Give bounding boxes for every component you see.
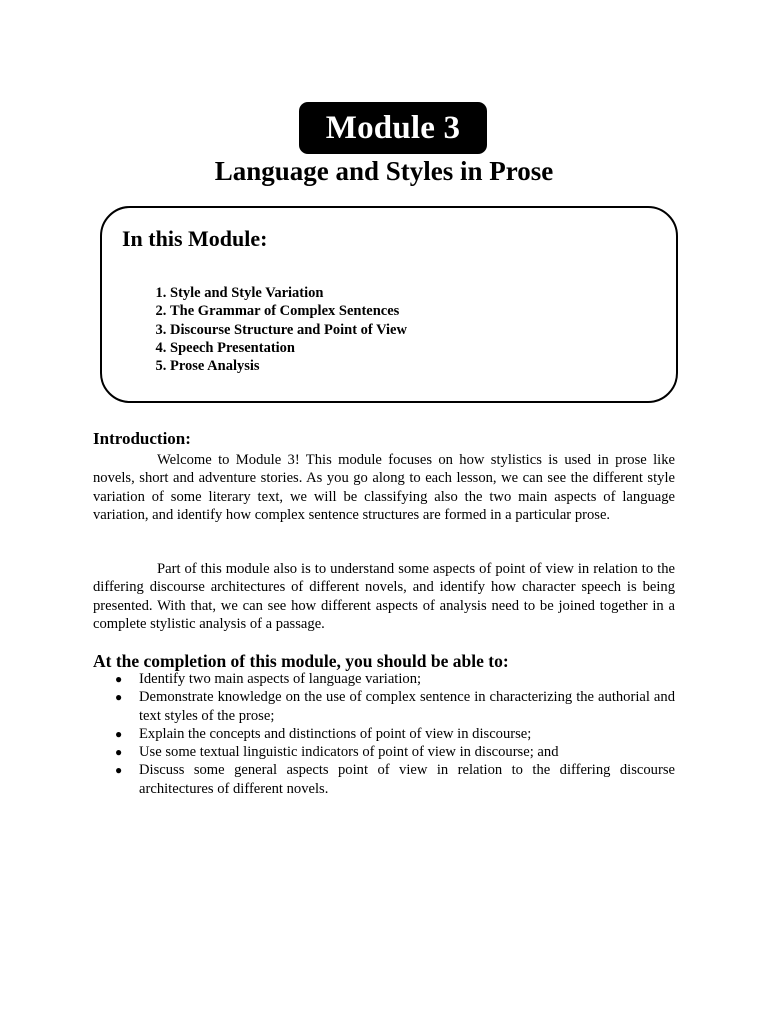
bullet-dot-icon: ● xyxy=(115,745,123,760)
module-contents-heading: In this Module: xyxy=(122,226,268,251)
objective-text: Identify two main aspects of language variation; xyxy=(139,671,422,687)
introduction-paragraph: Part of this module also is to understand some aspects of point of view in relation to the differing discourse architectures of different novels, and identify how character speech is being presented. With that, we can see how different aspects of analysis need to be joined together in a complete stylistic analysis of a passage. xyxy=(93,561,675,632)
list-item: 2. The Grammar of Complex Sentences xyxy=(170,302,407,320)
module-contents-list xyxy=(148,284,407,375)
page-title: Language and Styles in Prose xyxy=(214,156,554,186)
list-item xyxy=(93,725,675,743)
list-item: 4. Speech Presentation xyxy=(170,339,407,357)
bullet-dot-icon: ● xyxy=(115,690,123,705)
objectives-heading: At the completion of this module, you should be able to: xyxy=(93,651,509,671)
module-label: Module 3 xyxy=(325,109,461,146)
introduction-heading: Introduction: xyxy=(93,429,191,448)
module-badge xyxy=(299,102,487,154)
list-item: 3. Discourse Structure and Point of View xyxy=(170,321,407,339)
module-contents-box xyxy=(100,206,678,403)
bullet-dot-icon: ● xyxy=(115,763,123,778)
list-item xyxy=(93,743,675,761)
list-item: 1. Style and Style Variation xyxy=(170,284,407,302)
objective-text: Demonstrate knowledge on the use of complex sentence in characterizing the authorial and text styles of the prose; xyxy=(139,689,675,724)
list-item xyxy=(93,670,675,688)
introduction-paragraph: Welcome to Module 3! This module focuses on how stylistics is used in prose like novels, short and adventure stories. As you go along to each lesson, we can see the different style variation of some literary text, we will be classifying also the two main aspects of language variation, and identify how complex sentence structures are formed in a particular prose. xyxy=(93,452,675,523)
objectives-list xyxy=(93,670,675,798)
objective-text: Discuss some general aspects point of view in relation to the differing discourse architectures of different novels. xyxy=(139,762,675,797)
objective-text: Explain the concepts and distinctions of point of view in discourse; xyxy=(139,725,532,742)
bullet-dot-icon: ● xyxy=(115,726,123,741)
list-item xyxy=(93,761,675,798)
list-item: 5. Prose Analysis xyxy=(170,357,407,375)
bullet-dot-icon: ● xyxy=(115,672,123,686)
list-item xyxy=(93,688,675,725)
objective-text: Use some textual linguistic indicators of point of view in discourse; and xyxy=(139,744,559,761)
